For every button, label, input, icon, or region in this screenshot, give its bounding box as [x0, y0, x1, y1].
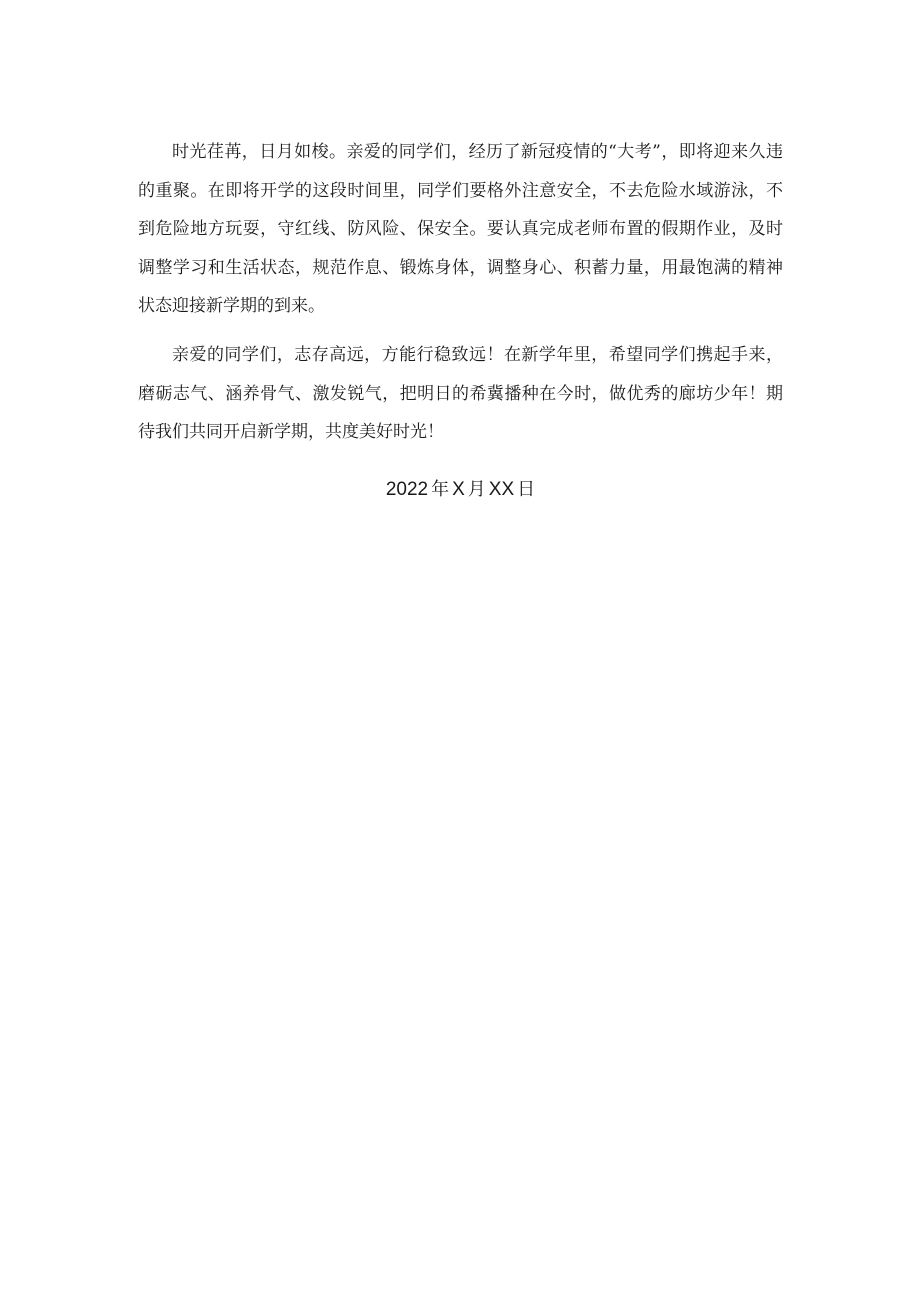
document-body: [138, 133, 783, 509]
date-day-unit: 日: [517, 478, 536, 500]
date-year-unit: 年: [431, 478, 450, 500]
paragraph-1: 时光荏苒，日月如梭。亲爱的同学们，经历了新冠疫情的“大考”，即将迎来久违的重聚。在即将开学的这段时间里，同学们要格外注意安全，不去危险水域游泳，不到危险地方玩耍，守红线、防风险、保安全。要认真完成老师布置的假期作业，及时调整学习和生活状态，规范作息、锻炼身体，调整身心、积蓄力量，用最饱满的精神状态迎接新学期的到来。: [138, 142, 783, 317]
date-month-unit: 月: [467, 478, 486, 500]
date-year: 2022: [385, 478, 429, 500]
date-line: [138, 471, 783, 509]
paragraph-2: 亲爱的同学们，志存高远，方能行稳致远！在新学年里，希望同学们携起手来，磨砺志气、涵养骨气、激发锐气，把明日的希冀播种在今时，做优秀的廊坊少年！期待我们共同开启新学期，共度美好时光！: [138, 344, 783, 443]
date-month: X: [452, 478, 465, 500]
date-day: XX: [488, 478, 515, 500]
